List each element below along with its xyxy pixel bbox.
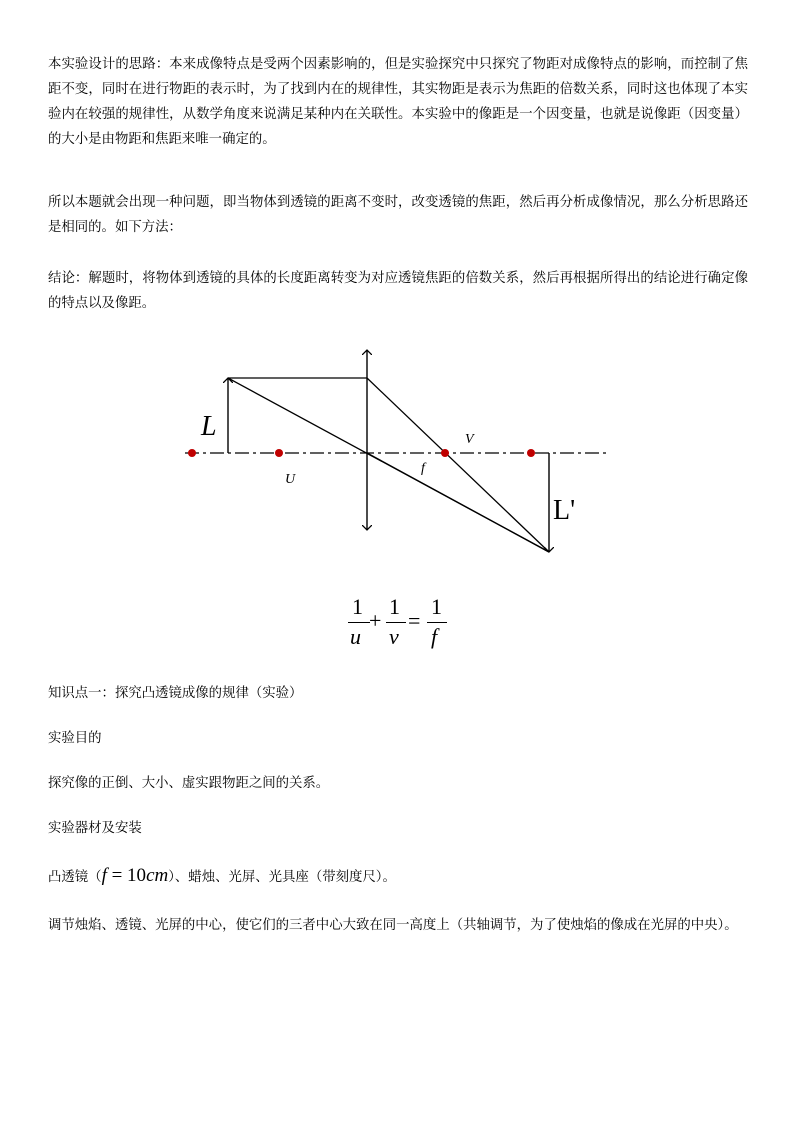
- method-paragraph: 所以本题就会出现一种问题，即当物体到透镜的距离不变时，改变透镜的焦距，然后再分析成像情况，那么分析思路还是相同的。如下方法：: [48, 195, 748, 235]
- point-2f-left: [188, 449, 196, 457]
- lens-formula: [340, 594, 460, 654]
- formula-den-u: u: [350, 624, 361, 649]
- formula-num-2: 1: [389, 594, 400, 619]
- equipment-prefix: 凸透镜（: [48, 870, 102, 885]
- u-label: U: [285, 472, 296, 487]
- formula-num-1: 1: [352, 594, 363, 619]
- v-label: V: [465, 432, 474, 447]
- lower-ray: [367, 453, 549, 552]
- purpose-text: 探究像的正倒、大小、虚实跟物距之间的关系。: [48, 776, 330, 791]
- equipment-suffix: ）、蜡烛、光屏、光具座（带刻度尺）。: [168, 870, 396, 885]
- equipment-title: 实验器材及安装: [48, 821, 142, 836]
- conclusion-paragraph: 结论：解题时，将物体到透镜的具体的长度距离转变为对应透镜焦距的倍数关系，然后再根据所得出的结论进行确定像的特点以及像距。: [48, 271, 748, 311]
- equipment-f-symbol: f: [101, 865, 107, 886]
- object-label: L: [201, 411, 217, 442]
- knowledge-point-title: 知识点一：探究凸透镜成像的规律（实验）: [48, 686, 303, 701]
- refracted-ray: [367, 378, 549, 552]
- formula-num-3: 1: [431, 594, 442, 619]
- equipment-text: [48, 863, 748, 890]
- adjust-paragraph: 调节烛焰、透镜、光屏的中心，使它们的三者中心大致在同一高度上（共轴调节，为了使烛焰的像成在光屏的中央）。: [48, 918, 738, 933]
- f-label: f: [421, 461, 425, 476]
- lens-ray-diagram: [0, 330, 794, 570]
- equipment-f-value: = 10: [106, 865, 147, 886]
- formula-den-f: f: [431, 624, 438, 649]
- formula-equals: =: [408, 608, 421, 633]
- purpose-title: 实验目的: [48, 731, 102, 746]
- intro-paragraph: 本实验设计的思路：本来成像特点是受两个因素影响的，但是实验探究中只探究了物距对成像特点的影响，而控制了焦距不变，同时在进行物距的表示时，为了找到内在的规律性，其实物距是表示为焦距的倍数关系，同时这也体现了本实验内在较强的规律性，从数学角度来说满足某种内在关联性。本实验中的像距是一个因变量，也就是说像距（因变量）的大小是由物距和焦距来唯一确定的。: [48, 57, 748, 147]
- image-label: L': [553, 495, 576, 526]
- formula-plus: +: [369, 608, 382, 633]
- formula-den-v: v: [389, 624, 399, 649]
- point-2f-right: [527, 449, 535, 457]
- point-f-left: [275, 449, 283, 457]
- point-f-right: [441, 449, 449, 457]
- equipment-unit: cm: [146, 865, 169, 886]
